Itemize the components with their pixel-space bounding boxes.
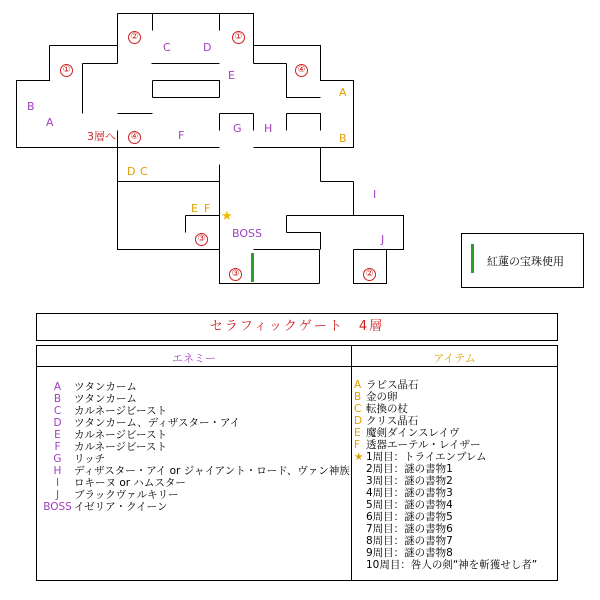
enemy-name: ロキーヌ or ハムスター	[74, 477, 186, 489]
item-row	[354, 499, 453, 511]
item-a-label: A	[339, 86, 347, 99]
room-g-label: G	[233, 122, 242, 135]
warp-4-marker: ④	[128, 131, 141, 144]
item-name: 6周目：謎の書物5	[366, 511, 453, 523]
enemy-row	[41, 417, 240, 429]
star-icon: ★	[354, 451, 364, 463]
enemy-key: BOSS	[43, 501, 72, 513]
item-row	[354, 547, 453, 559]
item-key: F	[354, 439, 361, 451]
star-icon: ★	[221, 209, 233, 224]
enemy-key: G	[53, 453, 62, 465]
item-name: 5周目：謎の書物4	[366, 499, 453, 511]
column-divider	[351, 346, 352, 580]
item-name: 転換の杖	[366, 403, 408, 415]
item-name: 2周目：謎の書物1	[366, 463, 453, 475]
room-i-label: I	[373, 188, 377, 201]
enemy-key: J	[55, 489, 60, 501]
warp-3-marker: ③	[195, 233, 208, 246]
item-row	[354, 427, 459, 439]
enemy-row	[41, 381, 137, 393]
room-a-label: A	[46, 116, 54, 129]
item-row	[354, 451, 487, 463]
enemy-name: イゼリア・クイーン	[74, 501, 168, 513]
warp-1-marker: ①	[60, 64, 73, 77]
item-row	[354, 559, 537, 571]
item-b-label: B	[339, 132, 347, 145]
item-row	[354, 523, 453, 535]
enemy-key: I	[55, 477, 60, 489]
info-table	[36, 345, 558, 581]
enemy-name: ディザスター・アイ or ジャイアント・ロード、ヴァン神族	[74, 465, 350, 477]
item-name: クリス晶石	[366, 415, 419, 427]
item-name: 魔剣ダインスレイヴ	[366, 427, 460, 439]
item-f-label: F	[204, 202, 211, 215]
warp-4-marker: ④	[295, 64, 308, 77]
enemy-name: リッチ	[74, 453, 106, 465]
item-row	[354, 475, 453, 487]
page-title: セラフィックゲート 4層	[36, 313, 558, 341]
enemy-row	[41, 405, 167, 417]
warp-3-marker: ③	[229, 268, 242, 281]
header-divider	[37, 366, 557, 367]
item-header: アイテム	[433, 352, 476, 365]
item-name: 3周目：謎の書物2	[366, 475, 453, 487]
item-row	[354, 487, 453, 499]
item-row	[354, 379, 419, 391]
enemy-key: B	[53, 393, 62, 405]
enemy-key: D	[53, 417, 62, 429]
enemy-row	[41, 429, 167, 441]
enemy-row	[41, 465, 350, 477]
item-name: 8周目：謎の書物7	[366, 535, 453, 547]
room-e-label: E	[228, 69, 235, 82]
enemy-name: ツタンカーム	[74, 393, 137, 405]
item-c-label: C	[140, 165, 148, 178]
enemy-row	[41, 477, 186, 489]
item-row	[354, 403, 408, 415]
item-name: 4周目：謎の書物3	[366, 487, 453, 499]
room-j-label: J	[381, 233, 385, 246]
enemy-name: ツタンカーム、ディザスター・アイ	[74, 417, 241, 429]
item-name: 1周目：トライエンブレム	[366, 451, 487, 463]
item-name: 透器エーテル・レイザー	[366, 439, 481, 451]
enemy-key: F	[54, 441, 61, 453]
room-c-label: C	[163, 41, 171, 54]
enemy-row	[41, 453, 105, 465]
room-f-label: F	[178, 129, 185, 142]
floor3-exit-label: 3層へ	[87, 130, 116, 143]
enemy-name: カルネージビースト	[74, 441, 168, 453]
warp-2-marker: ②	[363, 268, 376, 281]
room-h-label: H	[264, 122, 273, 135]
enemy-key: E	[54, 429, 61, 441]
item-name: 金の卵	[366, 391, 398, 403]
item-row	[354, 511, 453, 523]
enemy-name: ツタンカーム	[74, 381, 137, 393]
room-d-label: D	[203, 41, 212, 54]
item-name: 9周目：謎の書物8	[366, 547, 453, 559]
item-d-label: D	[127, 165, 136, 178]
enemy-key: C	[53, 405, 62, 417]
enemy-header: エネミー	[172, 352, 216, 365]
enemy-name: カルネージビースト	[74, 429, 168, 441]
item-name: 10周目：咎人の剣“神を斬獲せし者”	[366, 559, 538, 571]
room-b-label: B	[27, 100, 35, 113]
item-key: C	[354, 403, 362, 415]
enemy-name: カルネージビースト	[74, 405, 168, 417]
item-row	[354, 391, 398, 403]
enemy-key: A	[53, 381, 62, 393]
item-e-label: E	[191, 202, 198, 215]
item-row	[354, 439, 480, 451]
item-key: E	[354, 427, 361, 439]
boss-label: BOSS	[232, 227, 262, 240]
item-row	[354, 535, 453, 547]
item-key: A	[354, 379, 362, 391]
item-row	[354, 415, 418, 427]
map-legend	[461, 233, 584, 288]
enemy-name: ブラックヴァルキリー	[74, 489, 179, 501]
warp-1-marker: ①	[232, 31, 245, 44]
item-name: 7周目：謎の書物6	[366, 523, 453, 535]
warp-2-marker: ②	[128, 31, 141, 44]
enemy-row	[41, 441, 167, 453]
legend-label: 紅蓮の宝珠使用	[487, 255, 564, 268]
item-key: B	[354, 391, 362, 403]
item-row	[354, 463, 453, 475]
enemy-row	[41, 501, 167, 513]
enemy-row	[41, 393, 137, 405]
green-line-icon	[471, 244, 474, 273]
enemy-key: H	[53, 465, 62, 477]
item-key: D	[354, 415, 363, 427]
enemy-row	[41, 489, 179, 501]
item-name: ラピス晶石	[366, 379, 419, 391]
